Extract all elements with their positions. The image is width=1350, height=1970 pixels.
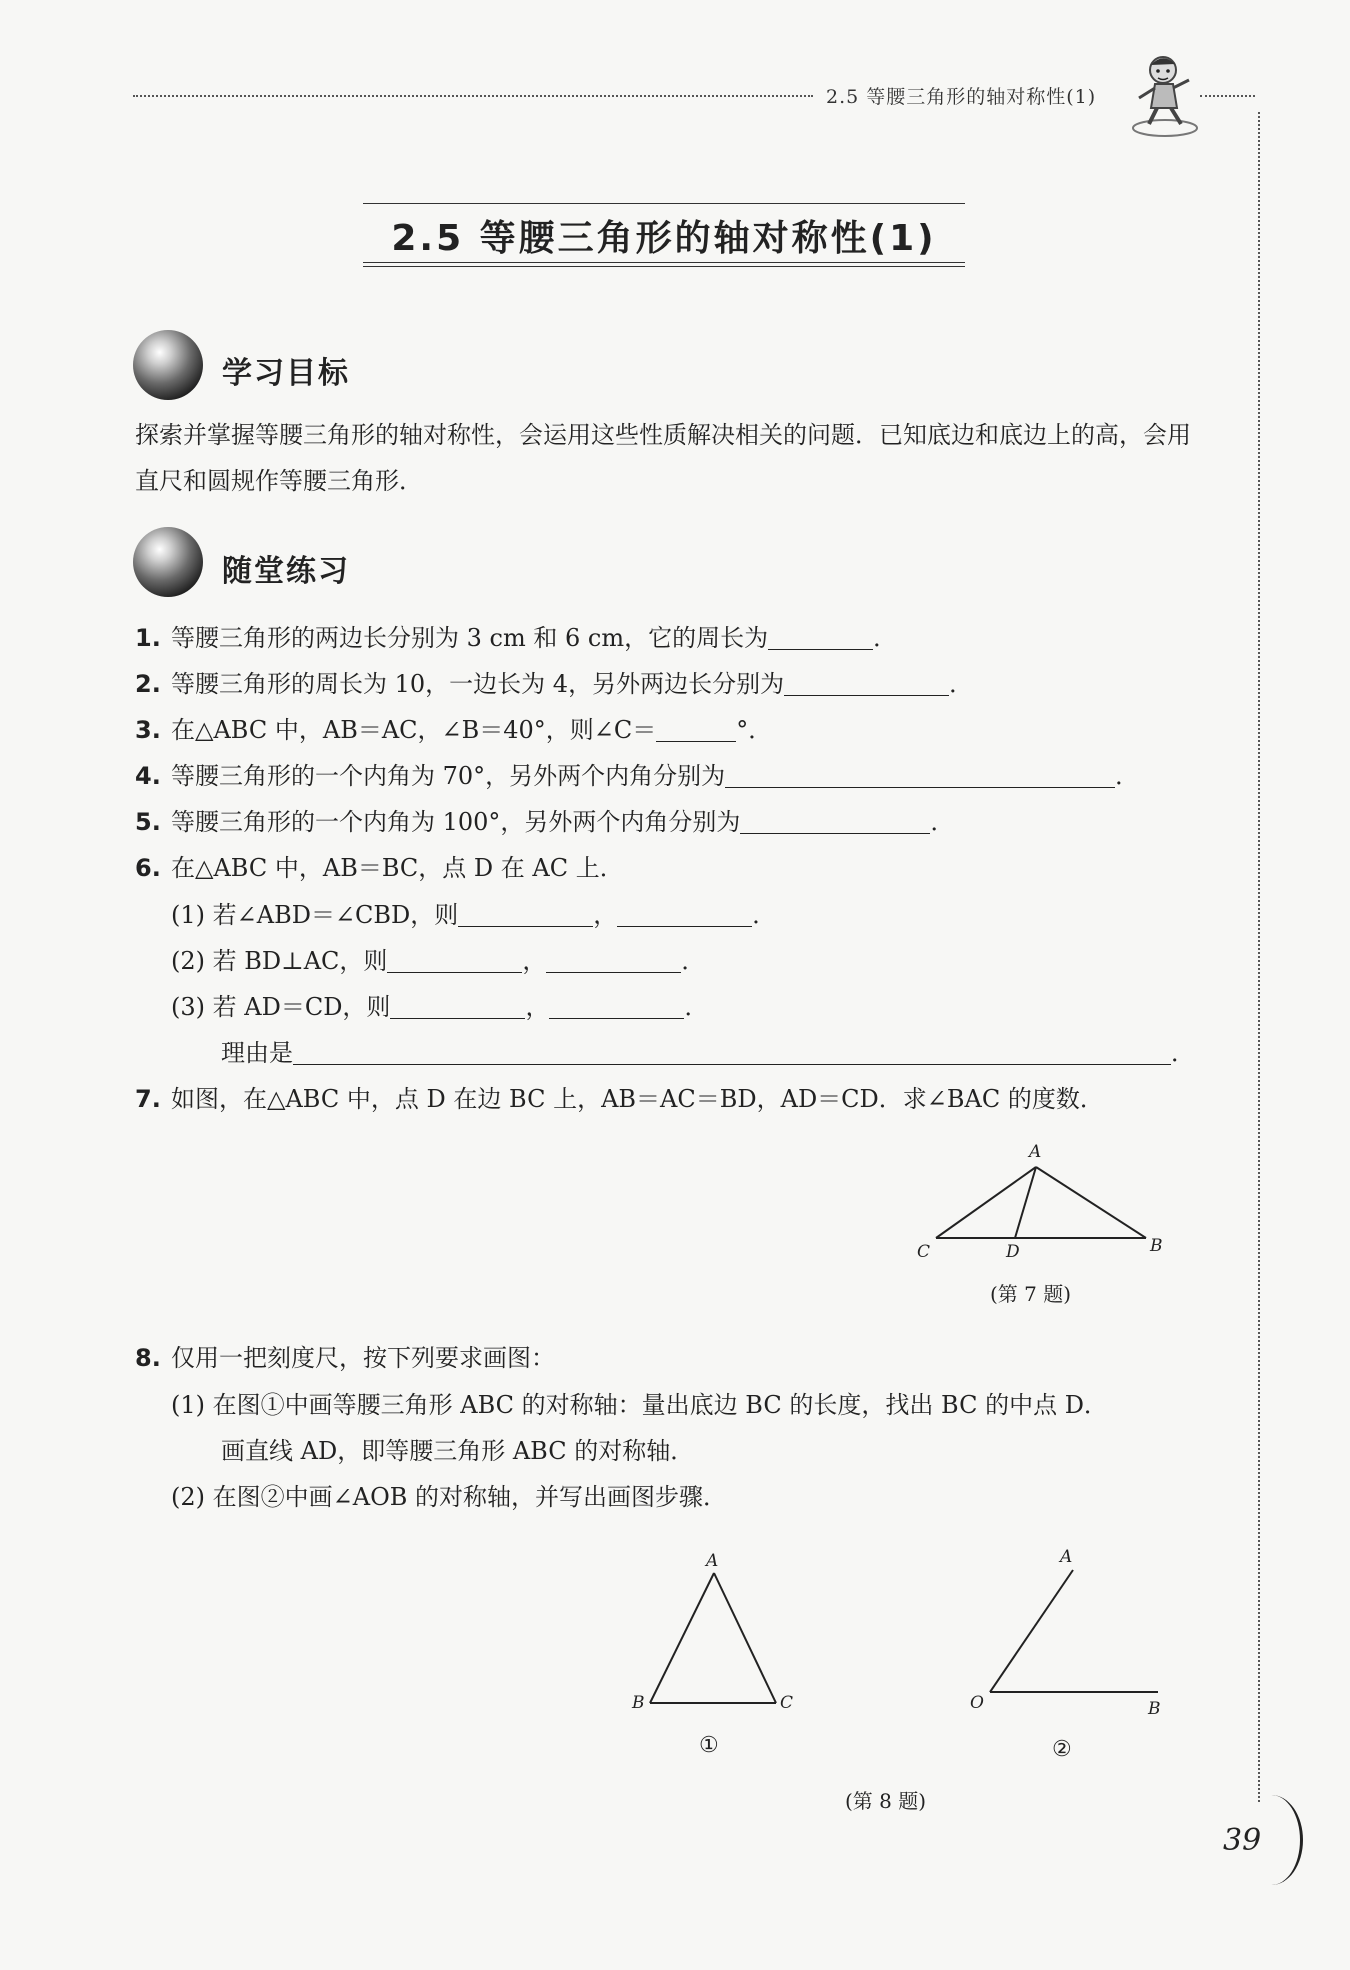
title-rule-top: [363, 203, 965, 204]
exercise-6-part-3: (3) 若 AD＝CD，则 ， ．: [171, 993, 709, 1021]
segment-ac: [936, 1167, 1036, 1238]
exercise-number: 4.: [135, 762, 161, 790]
running-header-title: 2.5 等腰三角形的轴对称性(1): [826, 86, 1097, 108]
exercise-4: 4. 等腰三角形的一个内角为 70°，另外两个内角分别为 ．: [135, 762, 1140, 790]
exercise-7: 7. 如图，在△ABC 中，点 D 在边 BC 上，AB＝AC＝BD，AD＝CD．求∠BAC 的度数．: [135, 1085, 1104, 1113]
answer-blank[interactable]: [549, 994, 684, 1019]
title-rule-bottom: [363, 262, 965, 263]
answer-blank[interactable]: [390, 994, 525, 1019]
exercise-8-part-1: (1) 在图①中画等腰三角形 ABC 的对称轴：量出底边 BC 的长度，找出 BC 的中点 D．: [171, 1391, 1108, 1419]
exercise-number: 5.: [135, 808, 161, 836]
answer-blank[interactable]: [725, 763, 1115, 788]
exercise-number: 6.: [135, 854, 161, 882]
vertex-label-d: D: [1006, 1242, 1020, 1262]
segment-ac: [714, 1573, 776, 1703]
exercise-3: 3. 在△ABC 中，AB＝AC，∠B＝40°，则∠C＝ °．: [135, 716, 773, 744]
figure-8: [620, 1540, 1200, 1764]
page-number: 39: [1223, 1823, 1262, 1858]
figure-8-sub-1: ①: [699, 1733, 719, 1758]
segment-ad: [1015, 1167, 1036, 1238]
answer-blank[interactable]: [617, 902, 752, 927]
header-divider-right: [1200, 95, 1255, 97]
vertex-label-o: O: [970, 1693, 984, 1713]
exercise-8-part-2: (2) 在图②中画∠AOB 的对称轴，并写出画图步骤．: [171, 1483, 728, 1511]
vertex-label-b: B: [632, 1693, 645, 1713]
segment-ab: [650, 1573, 714, 1703]
answer-blank[interactable]: [387, 948, 522, 973]
vertex-label-a: A: [1029, 1142, 1042, 1162]
exercise-6-reason: 理由是 ．: [221, 1039, 1195, 1067]
vertex-label-b: B: [1150, 1236, 1163, 1256]
goals-text: 探索并掌握等腰三角形的轴对称性，会运用这些性质解决相关的问题．已知底边和底边上的高，会用直尺和圆规作等腰三角形．: [135, 421, 1191, 495]
vertex-label-c: C: [780, 1693, 794, 1713]
vertex-label-a: A: [706, 1551, 719, 1571]
section-ball-icon: [133, 330, 203, 400]
exercise-number: 8.: [135, 1344, 161, 1372]
vertex-label-b: B: [1148, 1699, 1161, 1719]
header-divider-left: [133, 95, 813, 97]
page-margin-divider: [1258, 112, 1260, 1802]
exercise-number: 2.: [135, 670, 161, 698]
section-ball-icon: [133, 527, 203, 597]
section-heading-practice: 随堂练习: [222, 554, 350, 589]
answer-blank[interactable]: [546, 948, 681, 973]
answer-blank[interactable]: [293, 1040, 1171, 1065]
figure-8-caption: (第 8 题): [845, 1789, 927, 1813]
exercise-6-part-2: (2) 若 BD⊥AC，则 ， ．: [171, 947, 706, 975]
exercise-number: 3.: [135, 716, 161, 744]
answer-blank[interactable]: [740, 809, 930, 834]
mascot-icon: [1125, 50, 1205, 144]
exercise-number: 1.: [135, 624, 161, 652]
segment-ab: [1036, 1167, 1146, 1238]
ray-oa: [990, 1570, 1073, 1692]
figure-7: [900, 1135, 1180, 1279]
exercise-8-part-1-continued: 画直线 AD，即等腰三角形 ABC 的对称轴．: [221, 1437, 695, 1465]
exercise-6-part-1: (1) 若∠ABD＝∠CBD，则 ， ．: [171, 901, 777, 929]
answer-blank[interactable]: [458, 902, 593, 927]
title-rule-bottom-double: [363, 266, 965, 267]
figure-8-sub-2: ②: [1052, 1737, 1072, 1762]
exercise-number: 7.: [135, 1085, 161, 1113]
exercise-6: 6. 在△ABC 中，AB＝BC，点 D 在 AC 上．: [135, 854, 624, 882]
answer-blank[interactable]: [784, 671, 949, 696]
exercise-8: 8. 仅用一把刻度尺，按下列要求画图：: [135, 1344, 555, 1372]
section-heading-goals: 学习目标: [222, 356, 350, 391]
exercise-5: 5. 等腰三角形的一个内角为 100°，另外两个内角分别为 ．: [135, 808, 955, 836]
answer-blank[interactable]: [656, 717, 736, 742]
answer-blank[interactable]: [768, 625, 873, 650]
figure-7-caption: (第 7 题): [990, 1282, 1072, 1306]
chapter-title: 2.5 等腰三角形的轴对称性(1): [391, 218, 937, 259]
exercise-2: 2. 等腰三角形的周长为 10，一边长为 4，另外两边长分别为 ．: [135, 670, 974, 698]
vertex-label-c: C: [917, 1242, 931, 1262]
vertex-label-a: A: [1060, 1547, 1073, 1567]
exercise-1: 1. 等腰三角形的两边长分别为 3 cm 和 6 cm，它的周长为 ．: [135, 624, 898, 652]
